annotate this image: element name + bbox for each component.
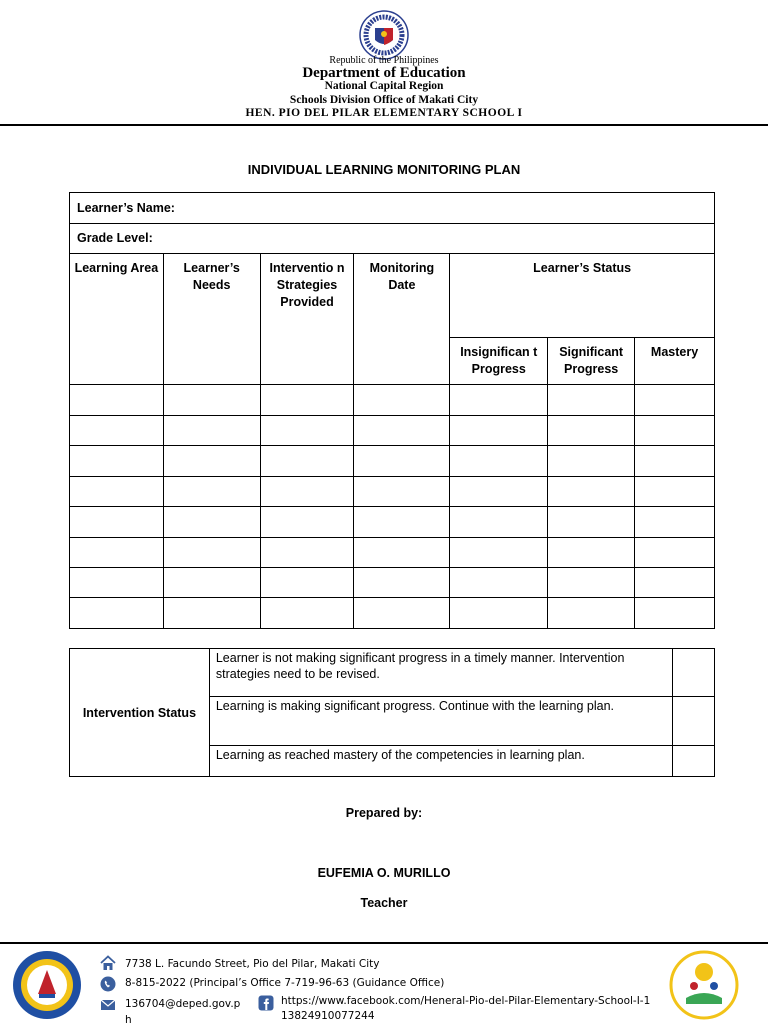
- table-cell[interactable]: [635, 568, 715, 598]
- table-cell[interactable]: [163, 385, 260, 416]
- table-cell[interactable]: [260, 477, 354, 507]
- region-line: National Capital Region: [324, 80, 444, 92]
- table-cell[interactable]: [163, 416, 260, 446]
- table-cell[interactable]: [354, 598, 450, 629]
- header-rule: [0, 124, 768, 126]
- table-cell[interactable]: [450, 538, 548, 568]
- table-cell[interactable]: [163, 477, 260, 507]
- status-check-cell[interactable]: [673, 697, 715, 746]
- table-cell[interactable]: [548, 568, 635, 598]
- table-cell[interactable]: [70, 538, 164, 568]
- table-cell[interactable]: [635, 477, 715, 507]
- table-cell[interactable]: [70, 446, 164, 477]
- table-row: [70, 477, 715, 507]
- deped-seal: [359, 10, 409, 60]
- table-cell[interactable]: [354, 538, 450, 568]
- table-cell[interactable]: [260, 568, 354, 598]
- table-cell[interactable]: [450, 598, 548, 629]
- table-cell[interactable]: [70, 477, 164, 507]
- table-cell[interactable]: [260, 385, 354, 416]
- facebook-icon: [258, 995, 274, 1011]
- footer-rule: [0, 942, 768, 944]
- home-icon: [100, 955, 116, 971]
- table-cell[interactable]: [70, 598, 164, 629]
- child-friendly-logo: [664, 950, 744, 1020]
- department-line: Department of Education: [302, 65, 466, 81]
- footer-email[interactable]: 136704@deped.gov.p h: [125, 998, 241, 1026]
- table-cell[interactable]: [163, 446, 260, 477]
- table-cell[interactable]: [354, 385, 450, 416]
- school-line: HEN. PIO DEL PILAR ELEMENTARY SCHOOL I: [245, 107, 523, 119]
- table-cell[interactable]: [70, 507, 164, 538]
- page-title: INDIVIDUAL LEARNING MONITORING PLAN: [247, 162, 521, 177]
- table-cell[interactable]: [450, 446, 548, 477]
- email-icon: [100, 997, 116, 1013]
- table-cell[interactable]: [354, 568, 450, 598]
- table-cell[interactable]: [635, 507, 715, 538]
- table-cell[interactable]: [548, 477, 635, 507]
- table-cell[interactable]: [548, 538, 635, 568]
- table-row: [70, 598, 715, 629]
- table-cell[interactable]: [548, 416, 635, 446]
- status-description: Learning as reached mastery of the competencies in learning plan.: [209, 746, 672, 777]
- table-cell[interactable]: [260, 507, 354, 538]
- table-cell[interactable]: [163, 568, 260, 598]
- teacher-position: Teacher: [360, 896, 408, 910]
- footer-phone: 8-815-2022 (Principal’s Office 7-719-96-63 (Guidance Office): [125, 977, 445, 989]
- col-learners-status: Learner’s Status: [450, 254, 715, 338]
- table-cell[interactable]: [260, 598, 354, 629]
- table-row: [70, 416, 715, 446]
- col-insignificant: Insignifican t Progress: [450, 338, 548, 385]
- table-cell[interactable]: [70, 385, 164, 416]
- school-seal-logo: [12, 950, 82, 1020]
- table-cell[interactable]: [450, 568, 548, 598]
- table-row: [70, 568, 715, 598]
- intervention-status-label: Intervention Status: [70, 649, 210, 777]
- status-description: Learner is not making significant progress in a timely manner. Intervention strategies need to be revised.: [209, 649, 672, 697]
- table-cell[interactable]: [260, 446, 354, 477]
- table-cell[interactable]: [354, 446, 450, 477]
- table-cell[interactable]: [450, 385, 548, 416]
- table-cell[interactable]: [635, 416, 715, 446]
- learner-name-field[interactable]: [70, 193, 715, 224]
- table-cell[interactable]: [635, 446, 715, 477]
- footer-facebook-link[interactable]: https://www.facebook.com/Heneral-Pio-del-Pilar-Elementary-School-I-113824910077244: [281, 995, 651, 1022]
- grade-level-field[interactable]: [70, 224, 715, 254]
- col-monitoring-date: Monitoring Date: [354, 254, 450, 385]
- table-cell[interactable]: [163, 507, 260, 538]
- republic-line: Republic of the Philippines: [329, 55, 439, 66]
- phone-icon: [100, 976, 116, 992]
- status-description: Learning is making significant progress. Continue with the learning plan.: [209, 697, 672, 746]
- table-cell[interactable]: [354, 416, 450, 446]
- grade-level-label: Grade Level:: [77, 231, 153, 245]
- table-row: [70, 385, 715, 416]
- table-cell[interactable]: [548, 446, 635, 477]
- table-cell[interactable]: [548, 598, 635, 629]
- table-cell[interactable]: [635, 598, 715, 629]
- teacher-name: EUFEMIA O. MURILLO: [317, 866, 451, 880]
- table-cell[interactable]: [163, 538, 260, 568]
- learner-name-label: Learner’s Name:: [77, 201, 175, 215]
- table-row: [70, 538, 715, 568]
- table-row: [70, 446, 715, 477]
- table-cell[interactable]: [450, 416, 548, 446]
- col-significant: Significant Progress: [548, 338, 635, 385]
- table-cell[interactable]: [450, 477, 548, 507]
- table-cell[interactable]: [260, 416, 354, 446]
- table-cell[interactable]: [450, 507, 548, 538]
- table-cell[interactable]: [635, 385, 715, 416]
- table-cell[interactable]: [354, 477, 450, 507]
- table-cell[interactable]: [354, 507, 450, 538]
- monitoring-table: [69, 192, 715, 629]
- status-check-cell[interactable]: [673, 649, 715, 697]
- intervention-status-table: [69, 648, 715, 777]
- table-cell[interactable]: [548, 507, 635, 538]
- col-learners-needs: Learner’s Needs: [163, 254, 260, 385]
- status-check-cell[interactable]: [673, 746, 715, 777]
- table-row: [70, 507, 715, 538]
- table-cell[interactable]: [260, 538, 354, 568]
- prepared-by-label: Prepared by:: [345, 806, 423, 820]
- col-mastery: Mastery: [635, 338, 715, 385]
- col-intervention: Interventio n Strategies Provided: [260, 254, 354, 385]
- col-learning-area: Learning Area: [70, 254, 164, 385]
- table-cell[interactable]: [70, 416, 164, 446]
- table-cell[interactable]: [70, 568, 164, 598]
- table-cell[interactable]: [548, 385, 635, 416]
- footer-address: 7738 L. Facundo Street, Pio del Pilar, Makati City: [125, 958, 380, 970]
- table-cell[interactable]: [635, 538, 715, 568]
- table-cell[interactable]: [163, 598, 260, 629]
- division-line: Schools Division Office of Makati City: [289, 94, 479, 106]
